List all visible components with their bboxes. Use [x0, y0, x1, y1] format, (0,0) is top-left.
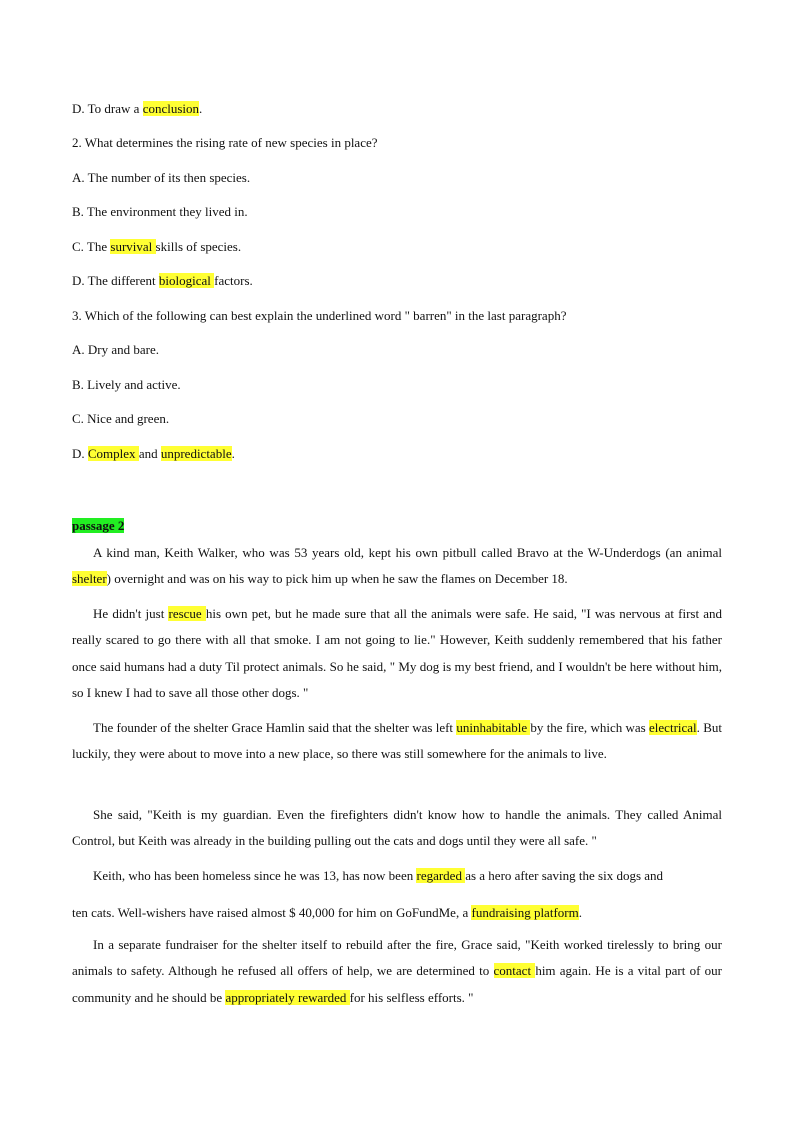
- q2-option-c: [72, 238, 241, 255]
- paragraph-text: A kind man, Keith Walker, who was 53 years old, kept his own pitbull called Bravo at the W-Underdogs (an animal: [93, 545, 722, 560]
- highlight-word: survival: [110, 239, 156, 254]
- passage-heading-label: passage 2: [72, 518, 125, 533]
- highlight-word: unpredictable: [160, 446, 232, 461]
- q2-option-a: A. The number of its then species.: [72, 170, 251, 185]
- paragraph-text: ) overnight and was on his way to pick him up when he saw the flames on December 18.: [106, 571, 568, 587]
- paragraph-5-continued: [72, 904, 582, 921]
- highlight-word: shelter: [72, 571, 107, 587]
- option-text: factors.: [214, 273, 253, 288]
- option-text: .: [231, 446, 235, 461]
- paragraph-text: Keith, who has been homeless since he was 13, has now been: [93, 868, 417, 883]
- option-text: D. The different: [72, 273, 159, 288]
- highlight-word: rescue: [168, 606, 206, 621]
- paragraph-text: by the fire, which was: [530, 720, 650, 735]
- paragraph-text: The founder of the shelter Grace Hamlin said that the shelter was left: [93, 720, 457, 735]
- q3-option-a: A. Dry and bare.: [72, 342, 159, 357]
- passage-heading: [72, 517, 124, 534]
- paragraph-1: [72, 540, 722, 593]
- highlight-word: Complex: [87, 446, 139, 461]
- option-text: .: [199, 101, 203, 116]
- paragraph-text: for his selfless efforts. ": [349, 989, 474, 1005]
- paragraph-text: him again. He is a vital part of our community and he should be: [72, 963, 722, 1005]
- option-text: skills of species.: [155, 239, 242, 254]
- paragraph-text: ten cats. Well-wishers have raised almost $ 40,000 for him on GoFundMe, a: [72, 905, 472, 920]
- q3-option-d: [72, 445, 235, 462]
- paragraph-2: [72, 601, 722, 707]
- q2-option-b: B. The environment they lived in.: [72, 204, 248, 219]
- option-text: C. The: [72, 239, 111, 254]
- paragraph-3: [72, 715, 722, 768]
- paragraph-text: . But luckily, they were about to move into a new place, so there was still somewhere for the animals to live.: [72, 720, 722, 762]
- highlight-word: contact: [493, 963, 536, 979]
- highlight-word: fundraising platform: [471, 905, 579, 920]
- paragraph-text: .: [578, 905, 582, 920]
- q1-option-d: [72, 100, 202, 117]
- option-text: D.: [72, 446, 88, 461]
- paragraph-text: his own pet, but he made sure that all the animals were safe. He said, "I was nervous at first and really scared to go there with all that smoke. I am not going to lie." However, Keith suddenly remembered that his father once said humans had a duty Til protect animals. So he said, " My dog is my best friend, and I wouldn't be here without him, so I knew I had to save all those other dogs. ": [72, 606, 723, 701]
- highlight-word: electrical: [649, 720, 697, 735]
- option-text: and: [138, 446, 161, 461]
- q2-option-d: [72, 272, 253, 289]
- paragraph-5: [72, 863, 722, 889]
- q3-option-b: B. Lively and active.: [72, 377, 181, 392]
- option-text: D. To draw a: [72, 101, 143, 116]
- paragraph-text: In a separate fundraiser for the shelter itself to rebuild after the fire, Grace said, "Keith worked tirelessly to bring our animals to safety. Although he refused all offers of help, we are determined to: [72, 937, 722, 979]
- highlight-word: conclusion: [142, 101, 200, 116]
- highlight-word: biological: [158, 273, 215, 288]
- paragraph-text: He didn't just: [93, 606, 169, 621]
- q3-question: 3. Which of the following can best explain the underlined word " barren" in the last paragraph?: [72, 308, 567, 323]
- q2-question: 2. What determines the rising rate of new species in place?: [72, 135, 378, 150]
- paragraph-6: [72, 932, 722, 1011]
- paragraph-text: as a hero after saving the six dogs and: [465, 868, 664, 883]
- highlight-word: appropriately rewarded: [225, 989, 350, 1005]
- highlight-word: regarded: [416, 868, 466, 883]
- paragraph-4: She said, "Keith is my guardian. Even the firefighters didn't know how to handle the animals. They called Animal Control, but Keith was already in the building pulling out the cats and dogs until they were all safe. ": [72, 807, 722, 849]
- highlight-word: uninhabitable: [456, 720, 531, 735]
- q3-option-c: C. Nice and green.: [72, 411, 170, 426]
